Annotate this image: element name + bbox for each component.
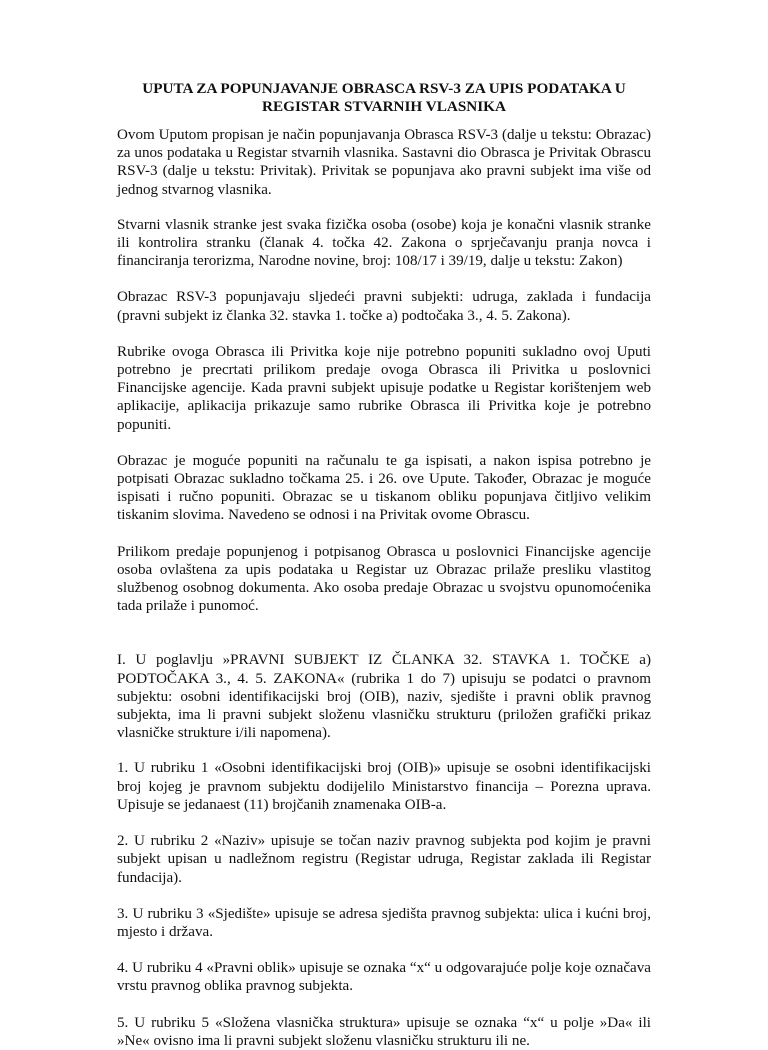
paragraph-chapter-i: I. U poglavlju »PRAVNI SUBJEKT IZ ČLANKA 32. STAVKA 1. TOČKE a) PODTOČAKA 3., 4. 5. ZAKONA« (rubrika 1 do 7) upisuju se podatci o pravnom subjektu: osobni identifikacijski broj (OIB), naziv, sjedište i pravni oblik pravnog subjekta, ima li pravni subjekt složenu vlasničku strukturu (priložen grafički prikaz vlasničke strukture i/ili napomena). <box>117 652 651 742</box>
document-page <box>117 80 651 1050</box>
paragraph-rubric-3: 3. U rubriku 3 «Sjedište» upisuje se adresa sjedišta pravnog subjekta: ulica i kućni broj, mjesto i država. <box>117 905 651 940</box>
paragraph-rubrics: Rubrike ovoga Obrasca ili Privitka koje nije potrebno popuniti sukladno ovoj Uputi potrebno je precrtati prilikom predaje ovoga Obrasca ili Privitka u poslovnici Financijske agencije. Kada pravni subjekt upisuje podatke u Registar korištenjem web aplikacije, aplikacija prikazuje samo rubrike Obrasca ili Privitka koje je potrebno popuniti. <box>117 343 651 433</box>
title-line-2: REGISTAR STVARNIH VLASNIKA <box>262 98 506 115</box>
paragraph-filling: Obrazac je moguće popuniti na računalu te ga ispisati, a nakon ispisa potrebno je potpisati Obrazac sukladno točkama 25. i 26. ove Upute. Također, Obrazac je moguće ispisati i ručno popuniti. Obrazac se u tiskanom obliku popunjava čitljivo velikim tiskanim slovima. Navedeno se odnosi i na Privitak ovome Obrascu. <box>117 452 651 524</box>
paragraph-rubric-5: 5. U rubriku 5 «Složena vlasnička struktura» upisuje se oznaka “x“ u polje »Da« ili »Ne« ovisno ima li pravni subjekt složenu vlasničku strukturu ili ne. <box>117 1014 651 1049</box>
paragraph-rubric-2: 2. U rubriku 2 «Naziv» upisuje se točan naziv pravnog subjekta pod kojim je pravni subjekt upisan u nadležnom registru (Registar udruga, Registar zaklada ili Registar fundacija). <box>117 833 651 886</box>
paragraph-submission: Prilikom predaje popunjenog i potpisanog Obrasca u poslovnici Financijske agencije osoba ovlaštena za upis podataka u Registar uz Obrazac prilaže presliku vlastitog službenog osobnog dokumenta. Ako osoba predaje Obrazac u svojstvu opunomoćenika tada prilaže i punomoć. <box>117 543 651 615</box>
title-line-1: UPUTA ZA POPUNJAVANJE OBRASCA RSV-3 ZA UPIS PODATAKA U <box>142 80 626 97</box>
document-title <box>117 80 651 116</box>
paragraph-rubric-4: 4. U rubriku 4 «Pravni oblik» upisuje se oznaka “x“ u odgovarajuće polje koje označava vrstu pravnog oblika pravnog subjekta. <box>117 960 651 995</box>
paragraph-intro: Ovom Uputom propisan je način popunjavanja Obrasca RSV-3 (dalje u tekstu: Obrazac) za unos podataka u Registar stvarnih vlasnika. Sastavni dio Obrasca je Privitak Obrascu RSV-3 (dalje u tekstu: Privitak). Privitak se popunjava ako pravni subjekt ima više od jednog stvarnog vlasnika. <box>117 127 651 198</box>
paragraph-subjects: Obrazac RSV-3 popunjavaju sljedeći pravni subjekti: udruga, zaklada i fundacija (pravni subjekt iz članka 32. stavka 1. točke a) podtočaka 3., 4. 5. Zakona). <box>117 289 651 324</box>
paragraph-beneficial-owner: Stvarni vlasnik stranke jest svaka fizička osoba (osobe) koja je konačni vlasnik stranke ili kontrolira stranku (članak 4. točka 42. Zakona o sprječavanju pranja novca i financiranja terorizma, Narodne novine, broj: 108/17 i 39/19, dalje u tekstu: Zakon) <box>117 216 651 270</box>
paragraph-rubric-1: 1. U rubriku 1 «Osobni identifikacijski broj (OIB)» upisuje se osobni identifikacijski broj kojeg je pravnom subjektu dodijelilo Ministarstvo financija – Porezna uprava. Upisuje se jedanaest (11) brojčanih znamenaka OIB-a. <box>117 760 651 813</box>
